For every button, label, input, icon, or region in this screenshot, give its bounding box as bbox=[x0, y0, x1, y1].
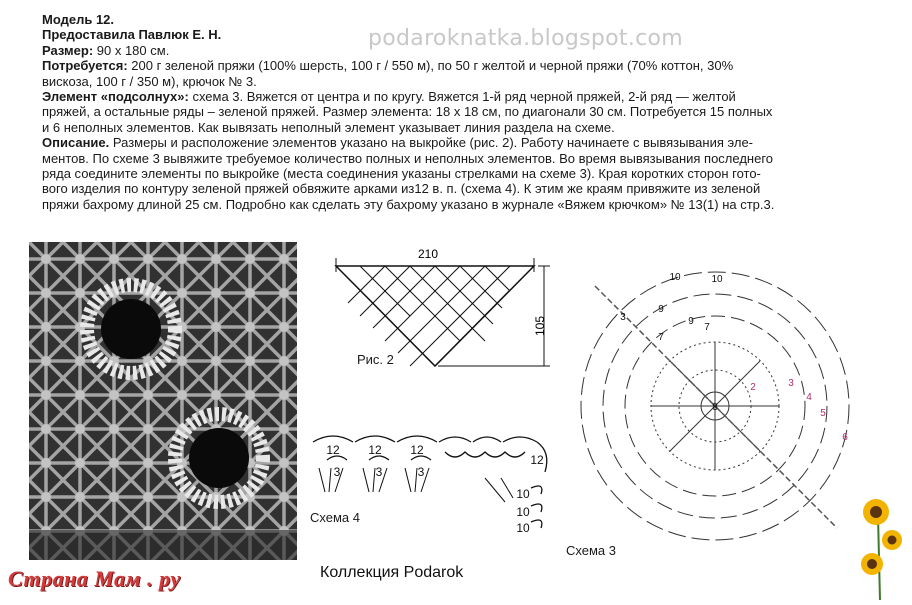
schema3-row-number: 10 bbox=[669, 272, 681, 283]
sunflower-icon bbox=[863, 499, 889, 525]
figure2-width-label: 210 bbox=[417, 247, 439, 261]
sunflower-icon bbox=[882, 530, 902, 550]
schema3-row-number: 7 bbox=[658, 332, 664, 343]
element-line2: пряжей, а остальные ряды – зеленой пряжей. Размер элемента: 18 х 18 см, по диагонали 30 см. Потребуется 15 полных bbox=[42, 104, 773, 120]
author-line: Предоставила Павлюк Е. Н. bbox=[42, 27, 222, 43]
watermark: podaroknatka.blogspot.com bbox=[368, 26, 684, 51]
crochet-photo bbox=[29, 242, 297, 560]
description-line3: ряда соедините элементы по выкройке (места соединения указаны стрелками на схеме 3). Края коротких сторон гото- bbox=[42, 166, 761, 182]
description-line4: вого изделия по контуру зеленой пряжей обвяжите арками из12 в. п. (схема 4). К этим же краям привяжите из зеленой bbox=[42, 181, 761, 197]
element-text1: схема 3. Вяжется от центра и по кругу. Вяжется 1-й ряд черной пряжей, 2-й ряд — желтой bbox=[188, 89, 736, 105]
description-line1 bbox=[42, 135, 892, 150]
schema3-diagram bbox=[565, 256, 865, 556]
figure2-height-label: 105 bbox=[533, 316, 547, 337]
description-line2: ментов. По схеме 3 вывяжите требуемое количество полных и неполных элементов. Во время вывязывания последнего bbox=[42, 150, 774, 166]
schema4-diagram bbox=[305, 432, 555, 542]
schema3-row-number: 9 bbox=[688, 316, 694, 327]
schema4-number: 3 bbox=[417, 465, 425, 479]
requirements-label: Потребуется: bbox=[42, 58, 128, 74]
requirements-line1 bbox=[42, 58, 892, 73]
schema3-row-number: 6 bbox=[842, 432, 848, 443]
figure2-caption: Рис. 2 bbox=[357, 352, 394, 367]
size-label: Размер: bbox=[42, 42, 94, 58]
schema4-number: 12 bbox=[326, 443, 340, 457]
schema4-number: 10 bbox=[516, 521, 530, 535]
schema4-number: 10 bbox=[516, 487, 530, 501]
description-text1: Размеры и расположение элементов указано на выкройке (рис. 2). Работу начинаете с вывязывания эле- bbox=[109, 135, 754, 151]
schema3-row-number: 7 bbox=[704, 322, 710, 333]
size-line bbox=[42, 43, 892, 58]
requirements-line2: вискоза, 100 г / 350 м), крючок № 3. bbox=[42, 73, 257, 89]
schema4-number: 12 bbox=[530, 453, 544, 467]
schema3-row-number: 5 bbox=[820, 408, 826, 419]
sunflower-icon bbox=[861, 553, 883, 575]
schema4-number: 12 bbox=[410, 443, 424, 457]
schema4-caption: Схема 4 bbox=[310, 510, 360, 525]
pattern-text bbox=[42, 12, 892, 212]
schema3-row-number: 9 bbox=[658, 304, 664, 315]
crochet-photo-image bbox=[29, 242, 297, 560]
schema3-row-number: 3 bbox=[620, 312, 626, 323]
schema3-center-number: 8 bbox=[712, 402, 718, 413]
sunflower-decoration bbox=[852, 496, 908, 600]
schema3-row-number: 3 bbox=[788, 378, 794, 389]
element-line3: и 6 неполных элементов. Как вывязать неполный элемент указывает линия раздела на схеме. bbox=[42, 119, 615, 135]
schema4-number: 10 bbox=[516, 505, 530, 519]
model-title: Модель 12. bbox=[42, 12, 115, 27]
schema4-number: 3 bbox=[375, 465, 383, 479]
schema3-row-number: 4 bbox=[806, 392, 812, 403]
size-value: 90 х 180 см. bbox=[93, 42, 170, 58]
schema3-row-number: 10 bbox=[711, 274, 723, 285]
element-label: Элемент «подсолнух»: bbox=[42, 89, 189, 105]
site-logo[interactable]: Страна Мам . ру bbox=[8, 566, 181, 591]
description-line5: пряжи бахрому длиной 25 см. Подробно как сделать эту бахрому указано в журнале «Вяжем крючком» № 13(1) на стр.3. bbox=[42, 196, 775, 212]
schema4-number: 3 bbox=[333, 465, 341, 479]
element-line1 bbox=[42, 89, 892, 104]
description-label: Описание. bbox=[42, 135, 110, 151]
schema3-row-number: 2 bbox=[750, 382, 756, 393]
schema3-caption: Схема 3 bbox=[566, 543, 616, 558]
collection-caption: Коллекция Podarok bbox=[320, 564, 464, 581]
requirements-text1: 200 г зеленой пряжи (100% шерсть, 100 г / 550 м), по 50 г желтой и черной пряжи (70% коттон, 30% bbox=[127, 58, 734, 74]
schema4-number: 12 bbox=[368, 443, 382, 457]
